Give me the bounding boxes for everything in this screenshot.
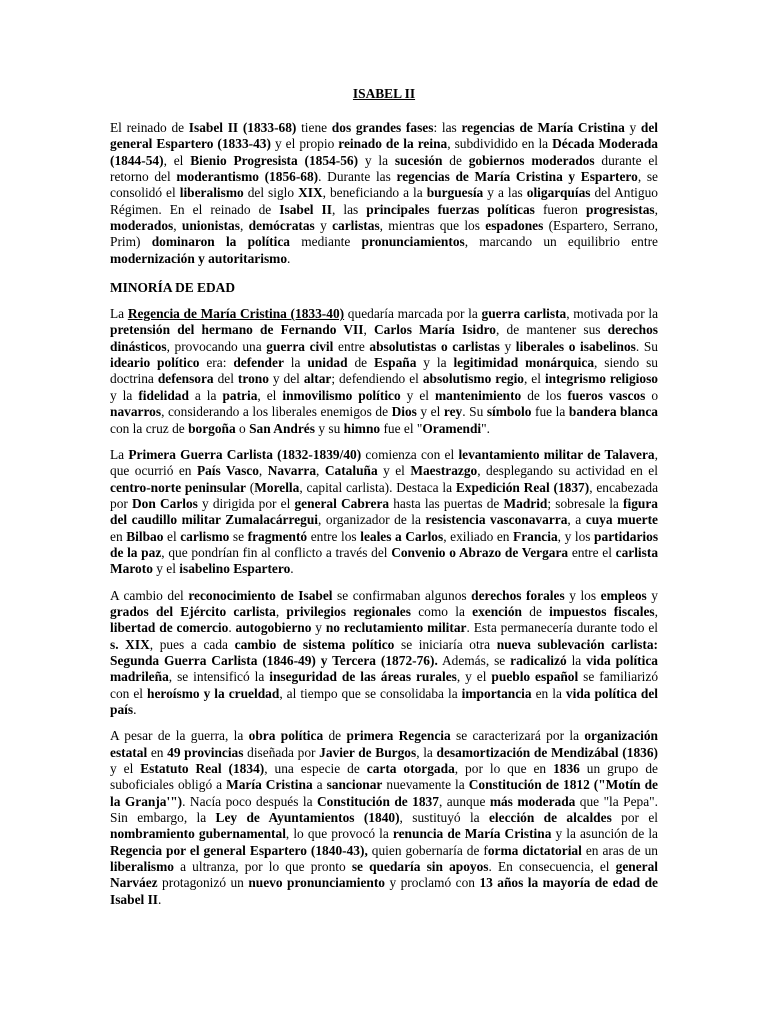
text-run: y [311, 620, 326, 636]
text-run: s. XIX [110, 636, 150, 652]
text-run: Regencia por el general Espartero (1840-43), [110, 842, 368, 858]
text-run: con la cruz de [110, 420, 189, 436]
text-run: y los [564, 587, 601, 603]
text-run: , siendo su doctrina [110, 355, 659, 387]
text-run: . Durante las [318, 169, 397, 185]
text-run: , [654, 603, 658, 619]
text-run: , capital carlista). Destaca la [299, 479, 456, 495]
text-run: España [373, 355, 417, 371]
text-run: , pues a cada [149, 636, 235, 652]
text-run: reinado de la reina [338, 136, 448, 152]
text-run: se familiarizó con el [110, 669, 659, 701]
text-run: y la asunción de la [551, 826, 658, 842]
text-run: nueva sublevación carlista: Segunda Guerra Carlista (1846-49) y Tercera (1872-76). [110, 636, 658, 668]
text-run: cambio de sistema político [234, 636, 395, 652]
text-run: legitimidad monárquica [453, 355, 595, 371]
text-run: guerra carlista [481, 306, 567, 322]
text-run: dominaron la política [151, 234, 291, 250]
text-run: impuestos fiscales [549, 603, 655, 619]
text-run: rey [443, 404, 463, 420]
text-run: . [290, 561, 294, 577]
text-run: entre el [568, 544, 616, 560]
text-run: autogobierno [235, 620, 312, 636]
text-run: inmovilismo político [282, 387, 401, 403]
text-run: comienza con el [361, 446, 459, 462]
text-run: , [258, 463, 268, 479]
text-run: , se consolidó el [110, 169, 658, 201]
text-run: , a [567, 512, 586, 528]
text-run: , organizador de la [318, 512, 426, 528]
text-run: grados del Ejército carlista [110, 603, 276, 619]
section-heading: MINORÍA DE EDAD [110, 280, 235, 296]
text-run: organización estatal [110, 728, 658, 760]
text-run: burguesía [426, 185, 484, 201]
text-run: resistencia vasconavarra [425, 512, 568, 528]
text-run: , provocando una [166, 338, 267, 354]
text-run: . [133, 702, 137, 717]
text-run: que "la Pepa". Sin embargo, la [110, 793, 658, 826]
text-run: y del [268, 371, 304, 387]
text-run: orma dictatorial [487, 842, 582, 858]
text-run: fue la [531, 404, 569, 420]
text-run: San Andrés [249, 420, 315, 436]
text-run: pronunciamientos [361, 234, 465, 250]
text-run: moderados [110, 218, 174, 234]
text-run: y proclamó con [384, 875, 480, 891]
text-run: y la [416, 355, 454, 371]
text-run: , al tiempo que se consolidaba la [279, 685, 462, 701]
text-run: bandera blanca [568, 404, 659, 420]
text-run: de [522, 603, 550, 619]
text-run: y a las [483, 185, 527, 201]
text-run: a ultranza, por lo que pronto [173, 859, 352, 875]
text-run: . Su [462, 404, 487, 420]
text-run: empleos [600, 587, 647, 603]
text-run: la [283, 355, 308, 371]
text-run: principales fuerzas políticas [366, 201, 535, 217]
text-run: cuya muerte [585, 512, 658, 528]
text-run: en la [531, 685, 566, 701]
text-run: quedaría marcada por la [344, 306, 482, 322]
text-run: , que ocurrió en [110, 446, 658, 479]
text-run: absolutismo regio [422, 371, 524, 387]
text-run: privilegios regionales [286, 603, 411, 619]
text-run: entre [333, 338, 370, 354]
text-run: liberalismo [110, 859, 174, 875]
text-run: no reclutamiento militar [325, 620, 467, 636]
text-run: y el [377, 463, 411, 479]
text-run: borgoña [188, 420, 236, 436]
text-run: fueron [534, 201, 586, 217]
text-run: partidarios de la paz [110, 528, 659, 560]
text-run: La [110, 446, 129, 462]
text-run: nuevo pronunciamiento [248, 875, 385, 891]
text-run: y el [400, 387, 435, 403]
text-run: pretensión del hermano de Fernando VII [110, 322, 364, 338]
text-run: , una especie de [264, 761, 367, 777]
text-run: , marcando un equilibrio entre [464, 234, 658, 250]
text-run: ( [245, 479, 255, 495]
paragraph-primera-guerra [110, 447, 658, 578]
text-run: y [624, 120, 641, 135]
text-run: , exiliado en [443, 528, 514, 544]
text-run: Javier de Burgos [319, 744, 417, 760]
text-run: de [347, 355, 374, 371]
text-run: primera Regencia [346, 728, 451, 744]
text-run: . Nacía poco después la [182, 793, 317, 809]
text-run: centro-norte peninsular [110, 479, 246, 495]
text-run: Primera Guerra Carlista (1832-1839/40) [128, 446, 362, 462]
text-run: , las [331, 201, 367, 217]
text-run: progresistas [585, 201, 655, 217]
text-run: absolutistas o carlistas [369, 338, 500, 354]
text-run: se confirmaban algunos [332, 587, 472, 603]
text-run: inseguridad de las áreas rurales [269, 669, 457, 685]
text-run: dos grandes fases [331, 120, 434, 135]
paragraph-reconocimiento [110, 588, 658, 719]
text-run: renuncia de María Cristina [392, 826, 552, 842]
text-run: protagonizó un [157, 875, 249, 891]
text-run: defender [233, 355, 284, 371]
text-run: por el [611, 810, 659, 826]
text-run: 13 años la mayoría de edad de Isabel II [110, 875, 658, 907]
text-run: de [442, 152, 469, 168]
text-run: espadones [485, 218, 544, 234]
text-run: oligarquías [526, 185, 591, 201]
text-run: y [646, 587, 658, 603]
text-run: vida política del país [110, 685, 659, 717]
text-run: y el [152, 561, 180, 577]
text-run: Francia [513, 528, 558, 544]
text-run: mantenimiento [434, 387, 522, 403]
text-run: defensora [157, 371, 214, 387]
text-run: , el [524, 371, 545, 387]
text-run: carlistas [332, 218, 380, 234]
text-run: mediante [290, 234, 362, 250]
text-run: , desplegando su actividad en el [477, 463, 658, 479]
text-run: regencias de María Cristina [461, 120, 625, 135]
text-run: fragmentó [247, 528, 308, 544]
text-run: Isabel II [279, 201, 332, 217]
text-run: importancia [461, 685, 532, 701]
text-run: la [566, 652, 587, 668]
text-run: A cambio del [110, 587, 189, 603]
text-run: , motivada por la [566, 306, 659, 322]
text-run: y el [416, 404, 444, 420]
text-run: sancionar [326, 777, 383, 793]
text-run: o [645, 387, 659, 403]
text-run: un grupo de suboficiales obligó a [110, 761, 658, 793]
text-run: nombramiento gubernamental [110, 826, 286, 842]
text-run: era: [199, 355, 234, 371]
text-run: tiene [296, 120, 332, 135]
text-run: y dirigida por el [197, 495, 295, 511]
text-run: Convenio o Abrazo de Vergara [391, 544, 569, 560]
text-run: Constitución de 1837 [316, 793, 439, 809]
text-run: Bienio Progresista (1854-56) [190, 152, 359, 168]
text-run: . Su [635, 338, 658, 354]
text-run: regencias de María Cristina y Espartero [396, 169, 638, 185]
text-run: ". [481, 420, 490, 436]
text-run: , el [257, 387, 283, 403]
text-run: Constitución de 1812 ("Motín de la Granja'") [110, 777, 658, 809]
text-run: Carlos María Isidro [373, 322, 496, 338]
text-run: libertad de comercio [110, 620, 229, 636]
text-run: desamortización de Mendizábal (1836) [436, 744, 658, 760]
text-run: , [239, 218, 249, 234]
text-run: o [235, 420, 250, 436]
text-run: gobiernos moderados [468, 152, 595, 168]
text-run: , el [163, 152, 191, 168]
text-run: Regencia de María Cristina (1833-40) [127, 306, 345, 322]
text-run: , se intensificó la [168, 669, 270, 685]
text-run: en [147, 744, 168, 760]
text-run: del [213, 371, 238, 387]
text-run: . En consecuencia, el [488, 859, 616, 875]
text-run: guerra civil [266, 338, 334, 354]
text-run: , mientras que los [379, 218, 486, 234]
text-run: fue el " [380, 420, 423, 436]
text-run: y la [110, 387, 139, 403]
text-run: en aras de un [581, 842, 659, 858]
text-run: se caracterizará por la [450, 728, 585, 744]
text-run: Además, se [437, 652, 511, 668]
text-run: sucesión [394, 152, 443, 168]
text-run: diseñada por [243, 744, 320, 760]
text-run: : las [433, 120, 462, 135]
text-run: derechos forales [471, 587, 565, 603]
text-run: , encabezada por [110, 479, 659, 511]
text-run: moderantismo (1856-68) [176, 169, 319, 185]
text-run: 1836 [553, 761, 580, 777]
paragraph-intro [110, 120, 658, 267]
text-run: del general Espartero (1833-43) [110, 120, 659, 152]
text-run: María Cristina [226, 777, 313, 793]
text-run: Oramendi [422, 420, 482, 436]
text-run: figura del caudillo militar Zumalacárregui [110, 495, 658, 528]
text-run: pueblo español [491, 669, 579, 685]
text-run: El reinado de [110, 120, 189, 135]
text-run: . [287, 250, 291, 266]
text-run: ; defendiendo el [331, 371, 423, 387]
text-run: del Antiguo Régimen. En el reinado de [110, 185, 658, 217]
text-run: se [229, 528, 248, 544]
text-run: País Vasco [196, 463, 259, 479]
text-run: A pesar de la guerra, la [110, 728, 249, 744]
text-run: Bilbao [126, 528, 164, 544]
paragraph-regencia [110, 306, 658, 437]
text-run: altar [303, 371, 332, 387]
text-run: y su [314, 420, 344, 436]
text-run: en [110, 528, 127, 544]
text-run: liberales o isabelinos [515, 338, 636, 354]
text-run: vida política madrileña [110, 652, 659, 685]
text-run: y el [110, 761, 141, 777]
text-run: Expedición Real (1837) [455, 479, 590, 495]
text-run: , por lo que en [454, 761, 554, 777]
text-run: , aunque [438, 793, 490, 809]
text-run: isabelino Espartero [179, 561, 291, 577]
text-run: unionistas [181, 218, 240, 234]
text-run: derechos dinásticos [110, 322, 659, 354]
text-run: , de mantener sus [495, 322, 608, 338]
text-run: a la [188, 387, 223, 403]
text-run: carlismo [180, 528, 230, 544]
text-run: , que pondrían fin al conflicto a través del [161, 544, 392, 560]
text-run: Década Moderada (1844-54) [110, 136, 659, 168]
text-run: ; sobresale la [547, 495, 624, 511]
text-run: exención [472, 603, 522, 619]
text-run: Maestrazgo [410, 463, 478, 479]
text-run: 49 provincias [167, 744, 244, 760]
text-run: obra política [248, 728, 324, 744]
text-run: carta otorgada [366, 761, 455, 777]
text-run: Cataluña [324, 463, 378, 479]
text-run: . Esta permanecería durante todo el [466, 620, 658, 636]
text-run: patria [222, 387, 258, 403]
paragraph-obra-politica [110, 728, 658, 908]
text-run: XIX [298, 185, 323, 201]
text-run: más moderada [489, 793, 576, 809]
text-run: , subdividido en la [447, 136, 553, 152]
text-run: , sustituyó la [399, 810, 489, 826]
text-run: y la [358, 152, 395, 168]
text-run: y el propio [270, 136, 339, 152]
text-run: , [275, 603, 287, 619]
text-run: elección de alcaldes [488, 810, 612, 826]
text-run: de los [521, 387, 568, 403]
text-run: hasta las puertas de [389, 495, 504, 511]
text-run: a [312, 777, 327, 793]
text-run: (Espartero, Serrano, Prim) [110, 218, 658, 250]
text-run: de [323, 728, 347, 744]
text-run: general Cabrera [294, 495, 390, 511]
text-run: levantamiento militar de Talavera [458, 446, 655, 462]
text-run: . [158, 891, 162, 907]
text-run: leales a Carlos [360, 528, 444, 544]
text-run: Dios [391, 404, 417, 420]
text-run: Madrid [503, 495, 548, 511]
text-run: navarros [110, 404, 162, 420]
text-run: símbolo [486, 404, 532, 420]
text-run: , [654, 201, 658, 217]
text-run: trono [237, 371, 269, 387]
text-run: . [228, 620, 236, 636]
text-run: himno [343, 420, 381, 436]
text-run: Morella [254, 479, 300, 495]
text-run: del siglo [243, 185, 299, 201]
text-run: radicalizó [510, 652, 567, 668]
text-run: el [163, 528, 181, 544]
text-run: entre los [307, 528, 361, 544]
text-run: heroísmo y la crueldad [147, 685, 280, 701]
text-run: Ley de Ayuntamientos (1840) [215, 810, 400, 826]
text-run: como la [410, 603, 473, 619]
text-run: demócratas [248, 218, 315, 234]
text-run: nuevamente la [382, 777, 469, 793]
text-run: carlista Maroto [110, 544, 659, 577]
text-run: , [316, 463, 325, 479]
text-run: modernización y autoritarismo [110, 250, 288, 266]
text-run: ideario político [110, 355, 200, 371]
text-run: y [499, 338, 516, 354]
text-run: , [363, 322, 374, 338]
document-title: ISABEL II [352, 86, 416, 101]
text-run: quien gobernaría de f [367, 842, 488, 858]
text-run: , y el [456, 669, 492, 685]
text-run: , y los [557, 528, 595, 544]
text-run: Don Carlos [132, 495, 198, 511]
text-run: Estatuto Real (1834) [140, 761, 265, 777]
text-run: Isabel II (1833-68) [188, 120, 297, 135]
text-run: se quedaría sin apoyos [351, 859, 489, 875]
text-run: fidelidad [138, 387, 189, 403]
text-run: fueros vascos [567, 387, 646, 403]
text-run: , [173, 218, 182, 234]
text-run: unidad [307, 355, 348, 371]
text-run: general Narváez [110, 859, 659, 891]
text-run: durante el retorno del [110, 152, 658, 185]
text-run: liberalismo [179, 185, 244, 201]
text-run: y [314, 218, 333, 234]
text-run: integrismo religioso [544, 371, 658, 387]
text-run: se iniciaría otra [394, 636, 497, 652]
text-run: , lo que provocó la [285, 826, 393, 842]
text-run: Navarra [267, 463, 317, 479]
text-run: reconocimiento de Isabel [188, 587, 333, 603]
text-run: La [110, 306, 128, 322]
text-run: , la [416, 744, 437, 760]
text-run: , considerando a los liberales enemigos de [161, 404, 392, 420]
text-run: , beneficiando a la [322, 185, 427, 201]
